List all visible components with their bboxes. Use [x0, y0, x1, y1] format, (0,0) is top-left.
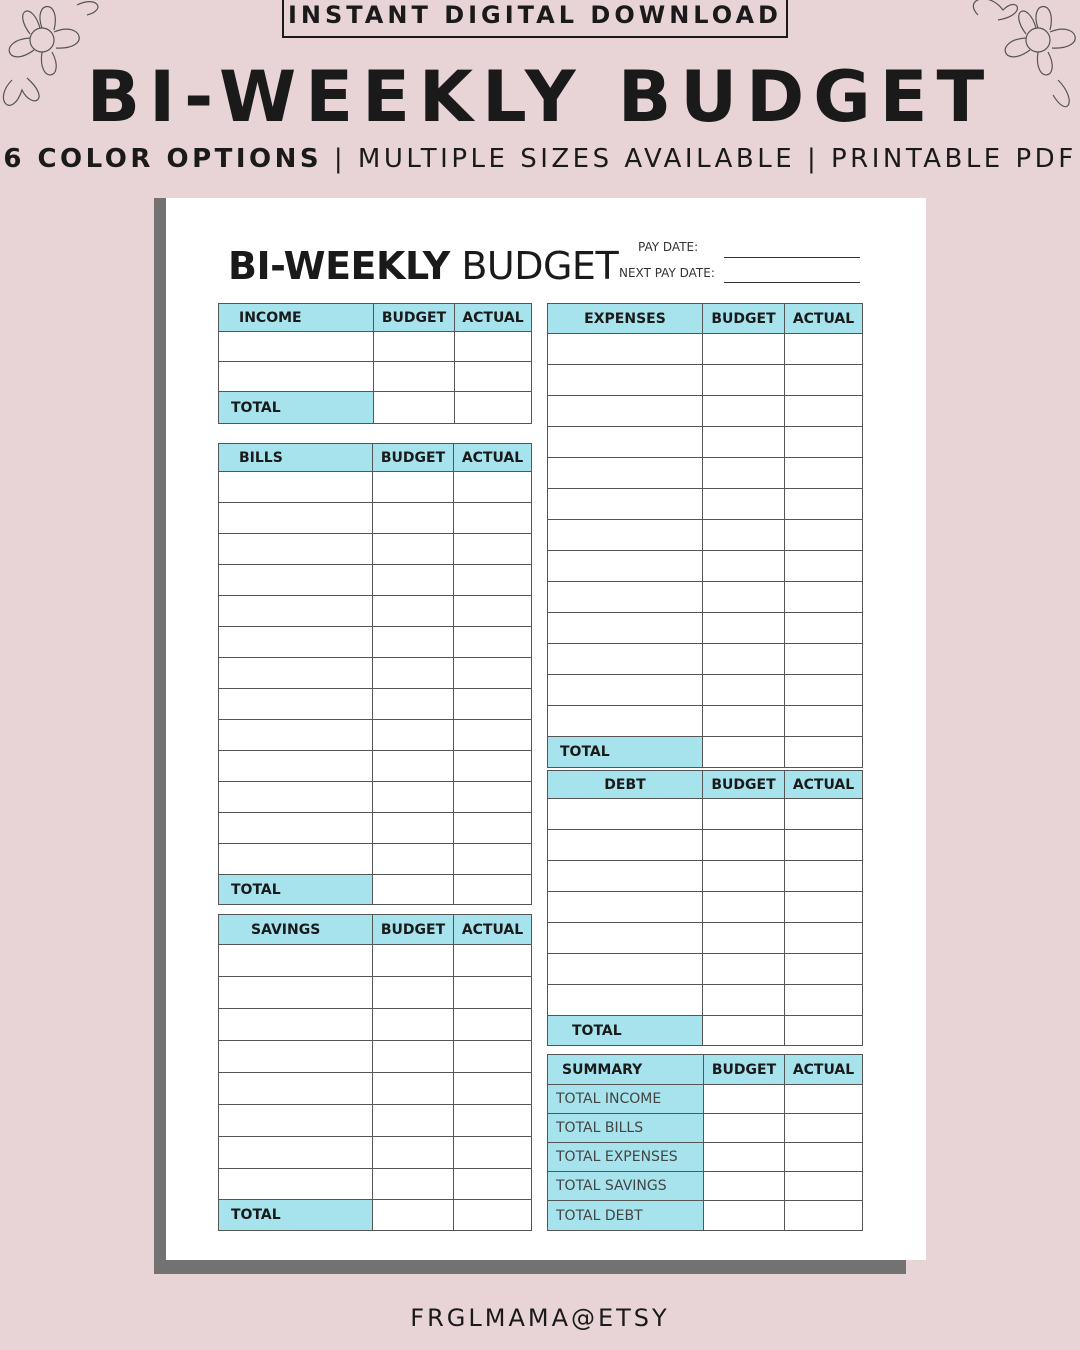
- instant-download-banner: INSTANT DIGITAL DOWNLOAD: [282, 0, 788, 38]
- table-row: [548, 1201, 863, 1231]
- table-row: [219, 782, 532, 813]
- page-title: BI-WEEKLY BUDGET: [86, 56, 994, 138]
- table-row: [219, 977, 532, 1009]
- actual-header: ACTUAL: [785, 1055, 863, 1085]
- total-label: TOTAL: [219, 1200, 373, 1231]
- income-header: INCOME: [219, 304, 374, 332]
- table-row: [219, 565, 532, 596]
- savings-table: [218, 914, 531, 1231]
- actual-header: ACTUAL: [785, 771, 863, 799]
- summary-header: SUMMARY: [548, 1055, 704, 1085]
- table-row: [219, 1105, 532, 1137]
- expenses-table: [547, 303, 862, 768]
- table-row: [548, 1172, 863, 1201]
- sheet-title: BI-WEEKLY BUDGET: [228, 244, 619, 288]
- table-row: [548, 613, 863, 644]
- subtitle: [0, 144, 1080, 174]
- summary-row-label: TOTAL DEBT: [548, 1201, 704, 1231]
- table-row: [548, 1143, 863, 1172]
- table-row: [219, 1009, 532, 1041]
- table-row: [219, 945, 532, 977]
- table-row: [548, 706, 863, 737]
- table-row: [219, 1073, 532, 1105]
- summary-row-label: TOTAL BILLS: [548, 1114, 704, 1143]
- table-row: [548, 489, 863, 520]
- table-row: [548, 675, 863, 706]
- table-row: [219, 534, 532, 565]
- bills-table: [218, 443, 531, 905]
- summary-row-label: TOTAL SAVINGS: [548, 1172, 704, 1201]
- budget-header: BUDGET: [703, 304, 785, 334]
- table-row: [219, 751, 532, 782]
- next-pay-date-label: NEXT PAY DATE:: [619, 266, 715, 280]
- debt-table: [547, 770, 862, 1046]
- table-row: [548, 1114, 863, 1143]
- table-row: [548, 365, 863, 396]
- actual-header: ACTUAL: [454, 915, 532, 945]
- next-pay-date-line: [724, 282, 860, 283]
- pay-date-label: PAY DATE:: [638, 240, 699, 254]
- table-row: [219, 658, 532, 689]
- budget-header: BUDGET: [703, 771, 785, 799]
- summary-row-label: TOTAL INCOME: [548, 1085, 704, 1114]
- total-label: TOTAL: [219, 392, 374, 424]
- table-row: [548, 644, 863, 675]
- budget-header: BUDGET: [704, 1055, 785, 1085]
- summary-table: [547, 1054, 862, 1231]
- table-row: [219, 813, 532, 844]
- expenses-header: EXPENSES: [548, 304, 703, 334]
- pay-date-line: [724, 257, 860, 258]
- table-row: [548, 551, 863, 582]
- table-row: [219, 1041, 532, 1073]
- table-row: [548, 799, 863, 830]
- table-row: [219, 1137, 532, 1169]
- savings-header: SAVINGS: [219, 915, 373, 945]
- total-label: TOTAL: [548, 1016, 703, 1046]
- summary-row-label: TOTAL EXPENSES: [548, 1143, 704, 1172]
- bills-header: BILLS: [219, 444, 373, 472]
- actual-header: ACTUAL: [454, 444, 532, 472]
- table-row: [548, 830, 863, 861]
- budget-header: BUDGET: [374, 304, 455, 332]
- actual-header: ACTUAL: [785, 304, 863, 334]
- table-row: [548, 985, 863, 1016]
- subtitle-details: | MULTIPLE SIZES AVAILABLE | PRINTABLE PDF: [322, 144, 1077, 174]
- table-row: [548, 954, 863, 985]
- table-row: [219, 503, 532, 534]
- budget-sheet: [166, 198, 926, 1260]
- table-row: [548, 427, 863, 458]
- budget-header: BUDGET: [373, 915, 454, 945]
- table-row: [219, 689, 532, 720]
- table-row: [219, 844, 532, 875]
- table-row: [548, 861, 863, 892]
- actual-header: ACTUAL: [455, 304, 532, 332]
- debt-header: DEBT: [548, 771, 703, 799]
- table-row: [548, 334, 863, 365]
- subtitle-color-options: 6 COLOR OPTIONS: [3, 144, 323, 174]
- table-row: [219, 1169, 532, 1200]
- table-row: [219, 596, 532, 627]
- table-row: [548, 520, 863, 551]
- table-row: [548, 1085, 863, 1114]
- table-row: [548, 458, 863, 489]
- table-row: [219, 332, 532, 362]
- table-row: [219, 472, 532, 503]
- table-row: [219, 627, 532, 658]
- table-row: [219, 362, 532, 392]
- budget-header: BUDGET: [373, 444, 454, 472]
- table-row: [548, 396, 863, 427]
- table-row: [548, 582, 863, 613]
- shop-credit: FRGLMAMA@ETSY: [410, 1304, 670, 1332]
- table-row: [548, 923, 863, 954]
- total-label: TOTAL: [548, 737, 703, 768]
- total-label: TOTAL: [219, 875, 373, 905]
- table-row: [548, 892, 863, 923]
- table-row: [219, 720, 532, 751]
- income-table: [218, 303, 531, 424]
